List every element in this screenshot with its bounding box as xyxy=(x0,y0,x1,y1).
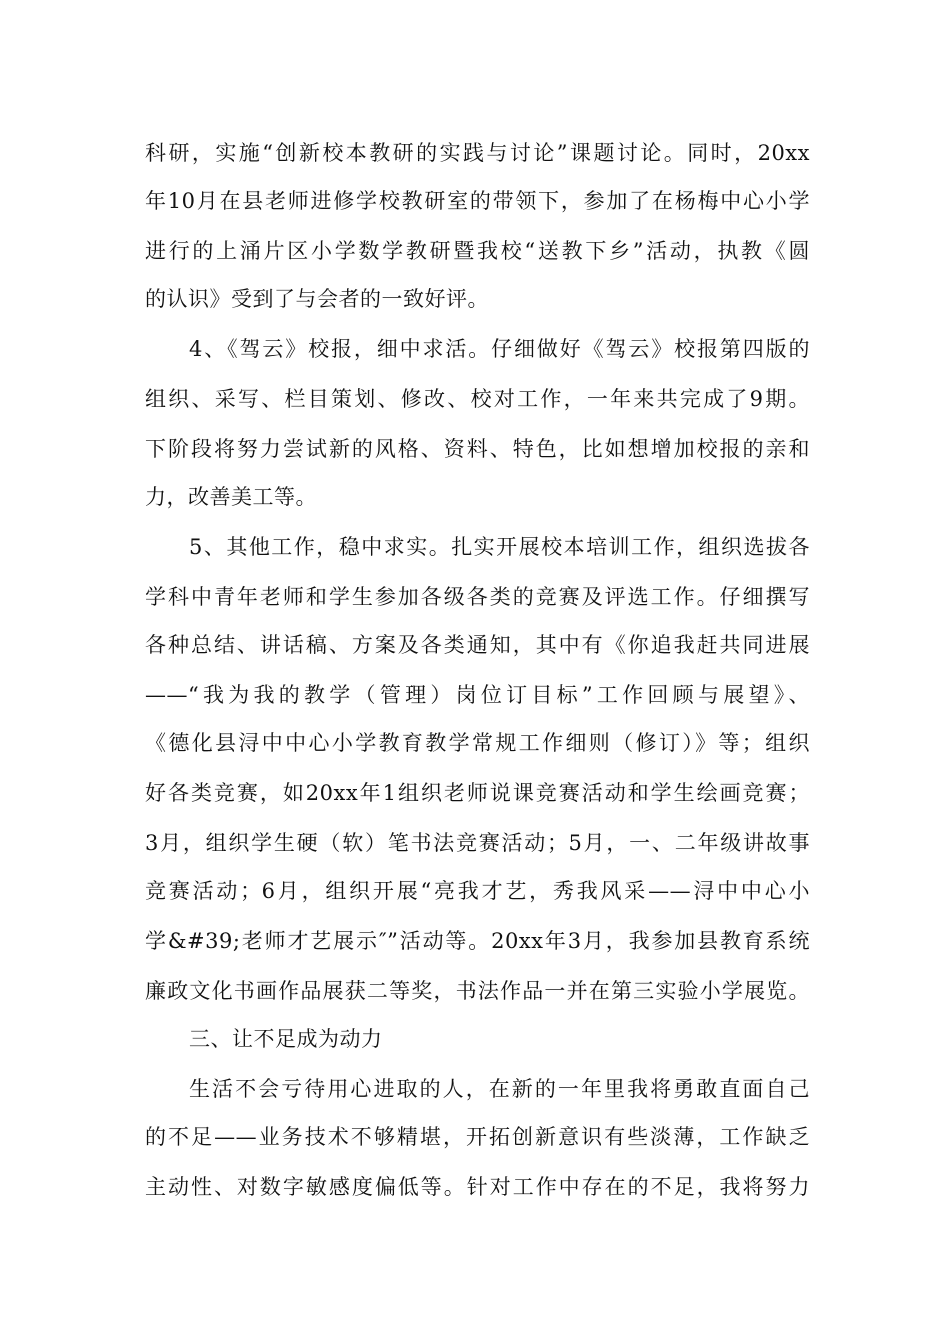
body-line: 学科中青年老师和学生参加各级各类的竞赛及评选工作。仔细撰写 xyxy=(145,585,810,609)
paragraph-first-line: 4、《驾云》校报，细中求活。仔细做好《驾云》校报第四版的 xyxy=(189,337,810,361)
body-line: 竞赛活动；6月，组织开展“亮我才艺，秀我风采——浔中中心小 xyxy=(145,879,810,903)
body-line: 《德化县浔中中心小学教育教学常规工作细则（修订）》等；组织 xyxy=(145,731,810,755)
body-line: 3月，组织学生硬（软）笔书法竞赛活动；5月，一、二年级讲故事 xyxy=(145,831,810,855)
body-line: 学&#39;老师才艺展示″”活动等。20xx年3月，我参加县教育系统 xyxy=(145,929,810,953)
body-line: 好各类竞赛，如20xx年1组织老师说课竞赛活动和学生绘画竞赛； xyxy=(145,781,810,805)
body-line: 年10月在县老师进修学校教研室的带领下，参加了在杨梅中心小学 xyxy=(145,189,810,213)
body-line: 的认识》受到了与会者的一致好评。 xyxy=(145,287,489,311)
body-line: 组织、采写、栏目策划、修改、校对工作，一年来共完成了9期。 xyxy=(145,387,810,411)
body-line: 科研，实施“创新校本教研的实践与讨论”课题讨论。同时，20xx xyxy=(145,141,810,165)
body-line: 进行的上涌片区小学数学教研暨我校“送教下乡”活动，执教《圆 xyxy=(145,239,810,263)
section-heading: 三、让不足成为动力 xyxy=(189,1027,383,1051)
body-line: 各种总结、讲话稿、方案及各类通知，其中有《你追我赶共同进展 xyxy=(145,633,810,657)
paragraph-first-line: 生活不会亏待用心进取的人，在新的一年里我将勇敢直面自己 xyxy=(189,1077,810,1101)
body-line: 廉政文化书画作品展获二等奖，书法作品一并在第三实验小学展览。 xyxy=(145,979,810,1003)
body-line: 主动性、对数字敏感度偏低等。针对工作中存在的不足，我将努力 xyxy=(145,1175,810,1199)
body-line: ——“我为我的教学（管理）岗位订目标”工作回顾与展望》、 xyxy=(145,683,810,707)
paragraph-first-line: 5、其他工作，稳中求实。扎实开展校本培训工作，组织选拔各 xyxy=(189,535,810,559)
body-line: 下阶段将努力尝试新的风格、资料、特色，比如想增加校报的亲和 xyxy=(145,437,810,461)
body-line: 的不足——业务技术不够精堪，开拓创新意识有些淡薄，工作缺乏 xyxy=(145,1125,810,1149)
body-line: 力，改善美工等。 xyxy=(145,485,317,509)
